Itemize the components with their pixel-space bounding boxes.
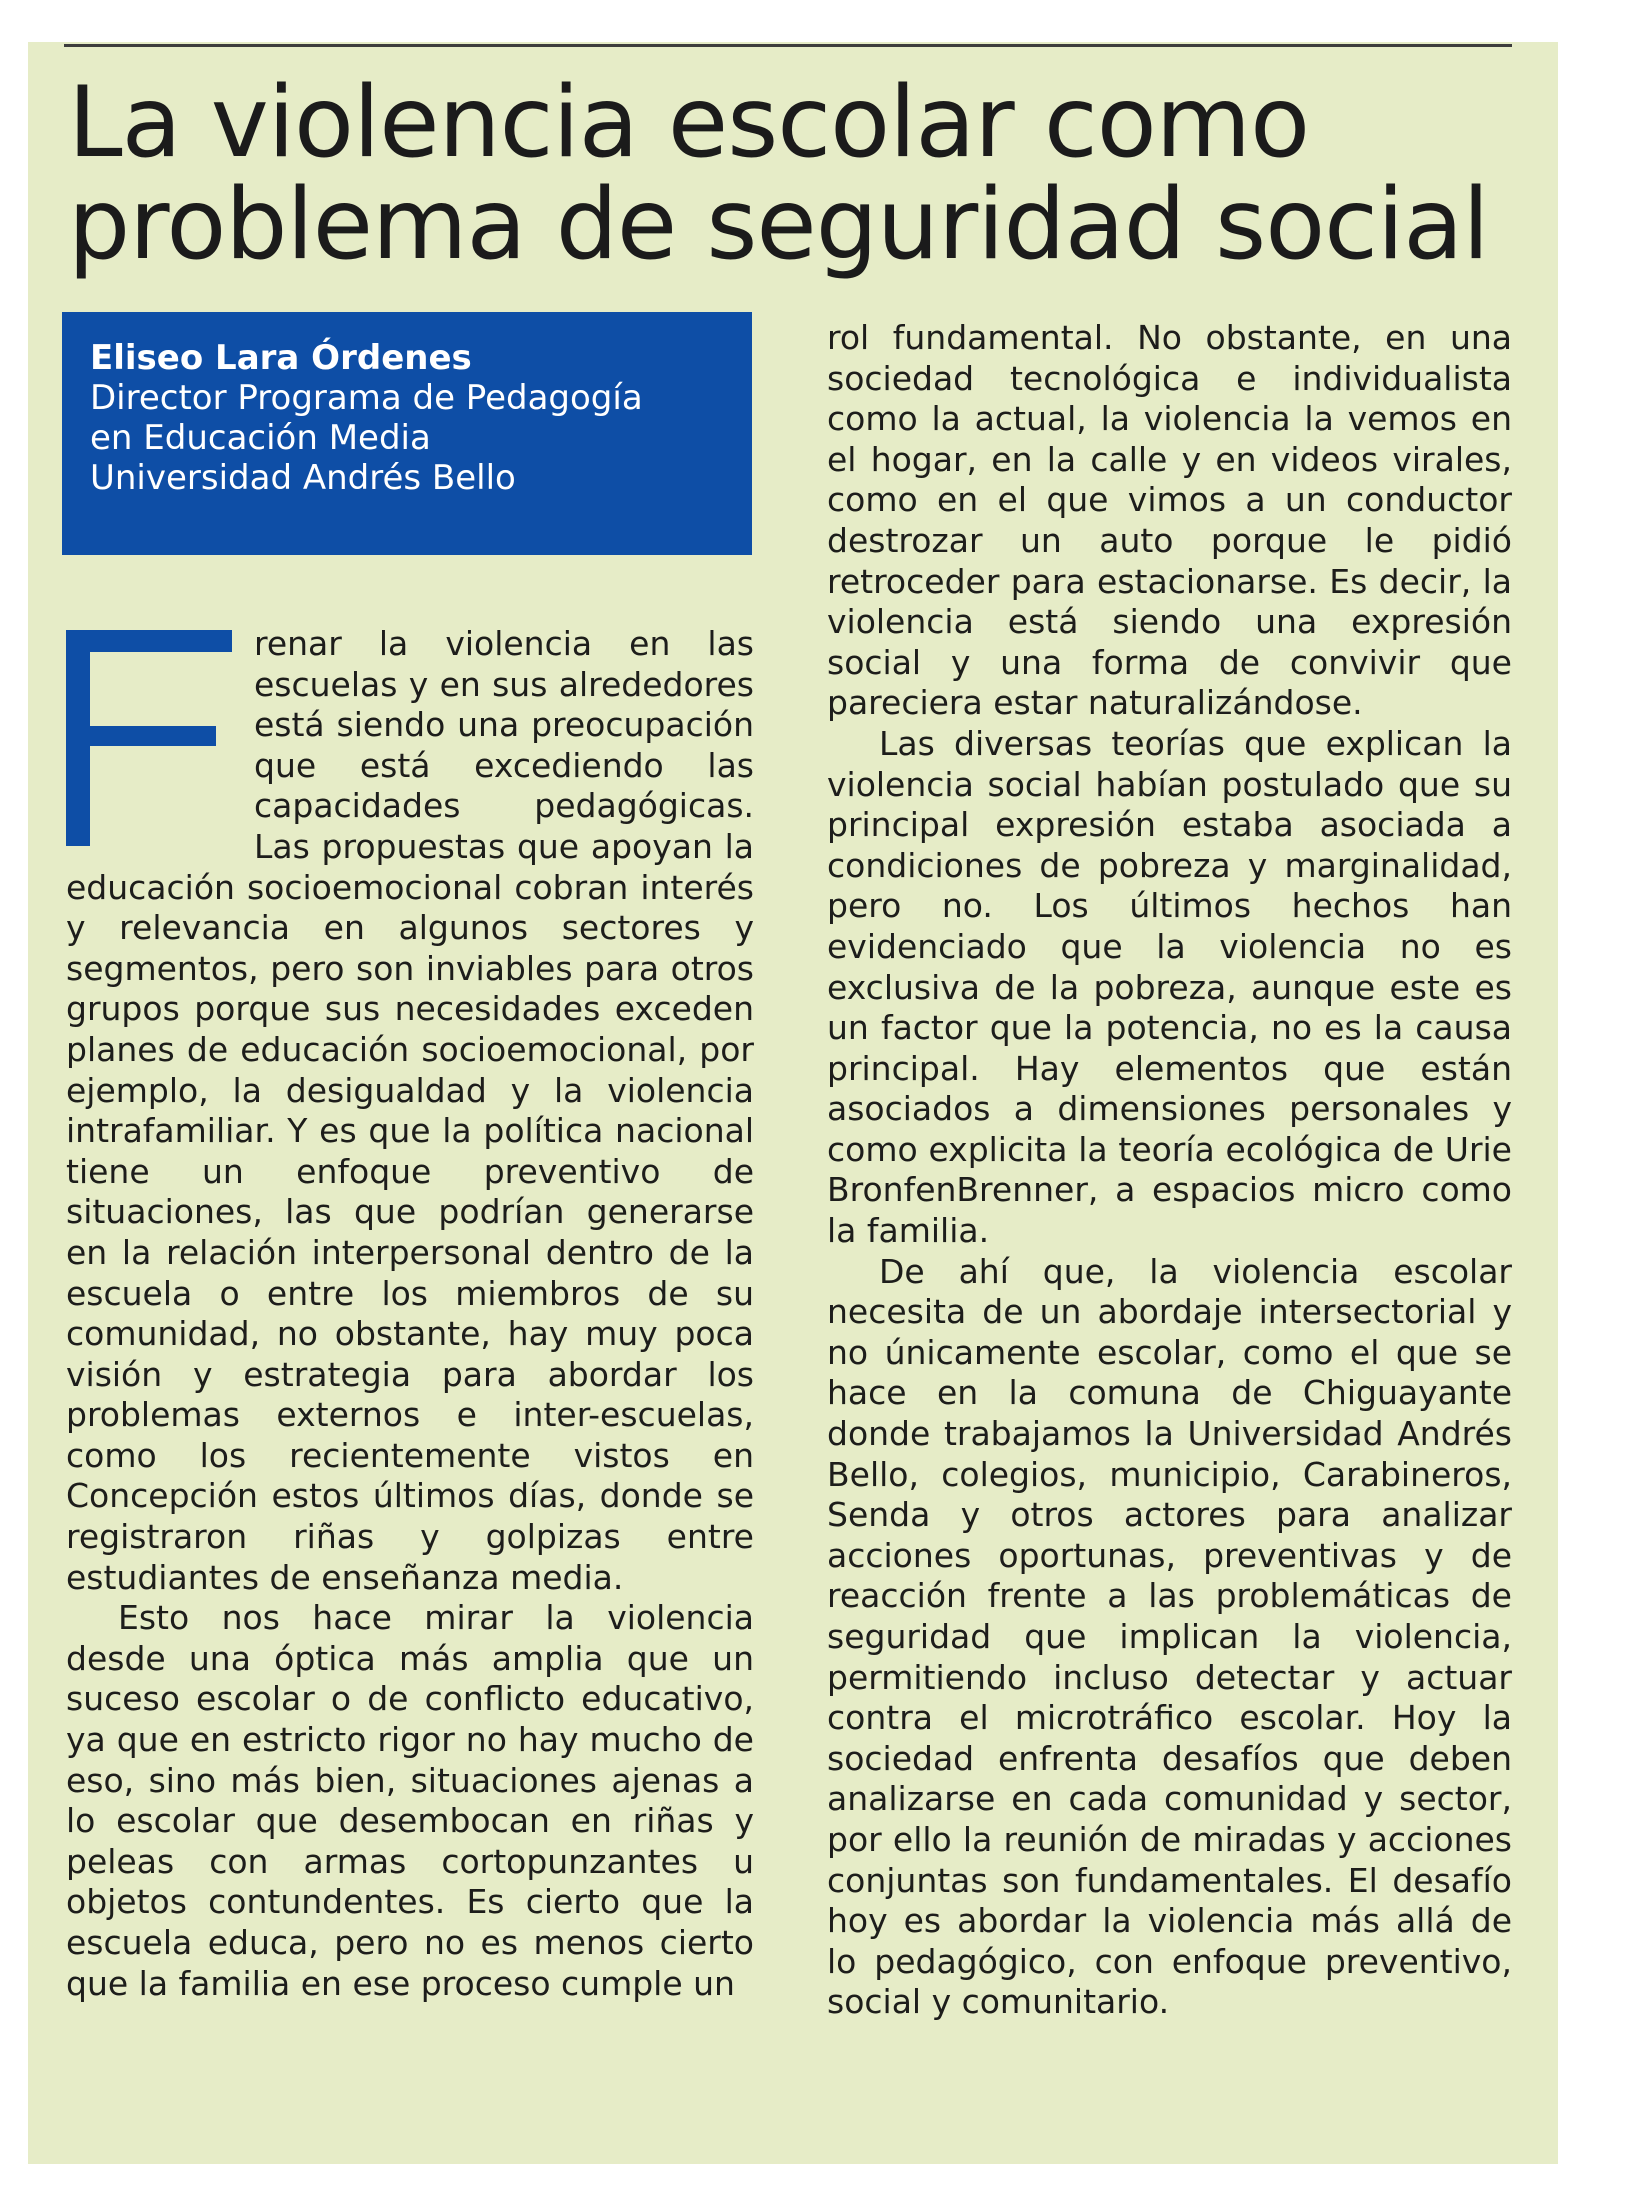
paragraph-4: De ahí que, la violencia escolar necesita de un abordaje intersectorial y no únicamente escolar, como el que se hace en la comuna de Chiguayante donde trabajamos la Universidad Andrés Bello, colegios, municipio, Carabineros, Senda y otros actores para analizar acciones oportunas, preventivas y de reacción frente a las problemáticas de seguridad que implican la violencia, permitiendo incluso detectar y actuar contra el microtráfico escolar. Hoy la sociedad enfrenta desafíos que deben analizarse en cada comunidad y sector, por ello la reunión de miradas y acciones conjuntas son fundamentales. El desafío hoy es abordar la violencia más allá de lo pedagógico, con enfoque preventivo, social y comunitario. — [827, 1251, 1512, 2022]
author-role-line-1: Director Programa de Pedagogía — [90, 378, 643, 418]
headline-line-2: problema de seguridad social — [68, 168, 1489, 282]
paragraph-3: Las diversas teorías que explican la violencia social habían postulado que su principal expresión estaba asociada a condiciones de pobreza y marginalidad, pero no. Los últimos hechos han evidenciado que la violencia no es exclusiva de la pobreza, aunque este es un factor que la potencia, no es la causa principal. Hay elementos que están asociados a dimensiones personales y como explicita la teoría ecológica de Urie BronfenBrenner, a espacios micro como la familia. — [827, 723, 1512, 1251]
headline-line-1: La violencia escolar como — [68, 66, 1310, 180]
drop-cap-f-glyph — [66, 630, 232, 846]
column-left — [66, 624, 754, 2004]
column-right — [827, 318, 1512, 2023]
paragraph-2-continued: rol fundamental. No obstante, en una sociedad tecnológica e individualista como la actual, la violencia la vemos en el hogar, en la calle y en videos virales, como en el que vimos a un conductor destrozar un auto porque le pidió retroceder para estacionarse. Es decir, la violencia está siendo una expresión social y una forma de convivir que pareciera estar naturalizándose. — [827, 318, 1512, 723]
paragraph-2-start: Esto nos hace mirar la violencia desde una óptica más amplia que un suceso escolar o de conflicto educativo, ya que en estricto rigor no hay mucho de eso, sino más bien, situaciones ajenas a lo escolar que desembocan en riñas y peleas con armas cortopunzantes u objetos contundentes. Es cierto que la escuela educa, pero no es menos cierto que la familia en ese proceso cumple un — [66, 1598, 754, 2003]
drop-cap — [66, 630, 232, 846]
author-institution: Universidad Andrés Bello — [90, 458, 516, 498]
article-page — [28, 42, 1558, 2164]
author-box — [62, 312, 752, 555]
author-role-line-2: en Educación Media — [90, 418, 431, 458]
author-name: Eliseo Lara Órdenes — [90, 338, 472, 378]
paragraph-1-text: renar la violencia en las escuelas y en sus alrededores está siendo una preocupación que está excediendo las capacidades pedagógicas. Las propuestas que apoyan la educación socioemocional cobran interés y relevancia en algunos sectores y segmentos, pero son inviables para otros grupos porque sus necesidades exceden planes de educación socioemocional, por ejemplo, la desigualdad y la violencia intrafamiliar. Y es que la política nacional tiene un enfoque preventivo de situaciones, las que podrían generarse en la relación interpersonal dentro de la escuela o entre los miembros de su comunidad, no obstante, hay muy poca visión y estrategia para abordar los problemas externos e inter-escuelas, como los recientemente vistos en Concepción estos últimos días, donde se registraron riñas y golpizas entre estudiantes de enseñanza media. — [66, 624, 754, 1597]
headline — [68, 66, 1528, 282]
top-rule — [64, 44, 1512, 47]
paragraph-1 — [66, 624, 754, 1598]
